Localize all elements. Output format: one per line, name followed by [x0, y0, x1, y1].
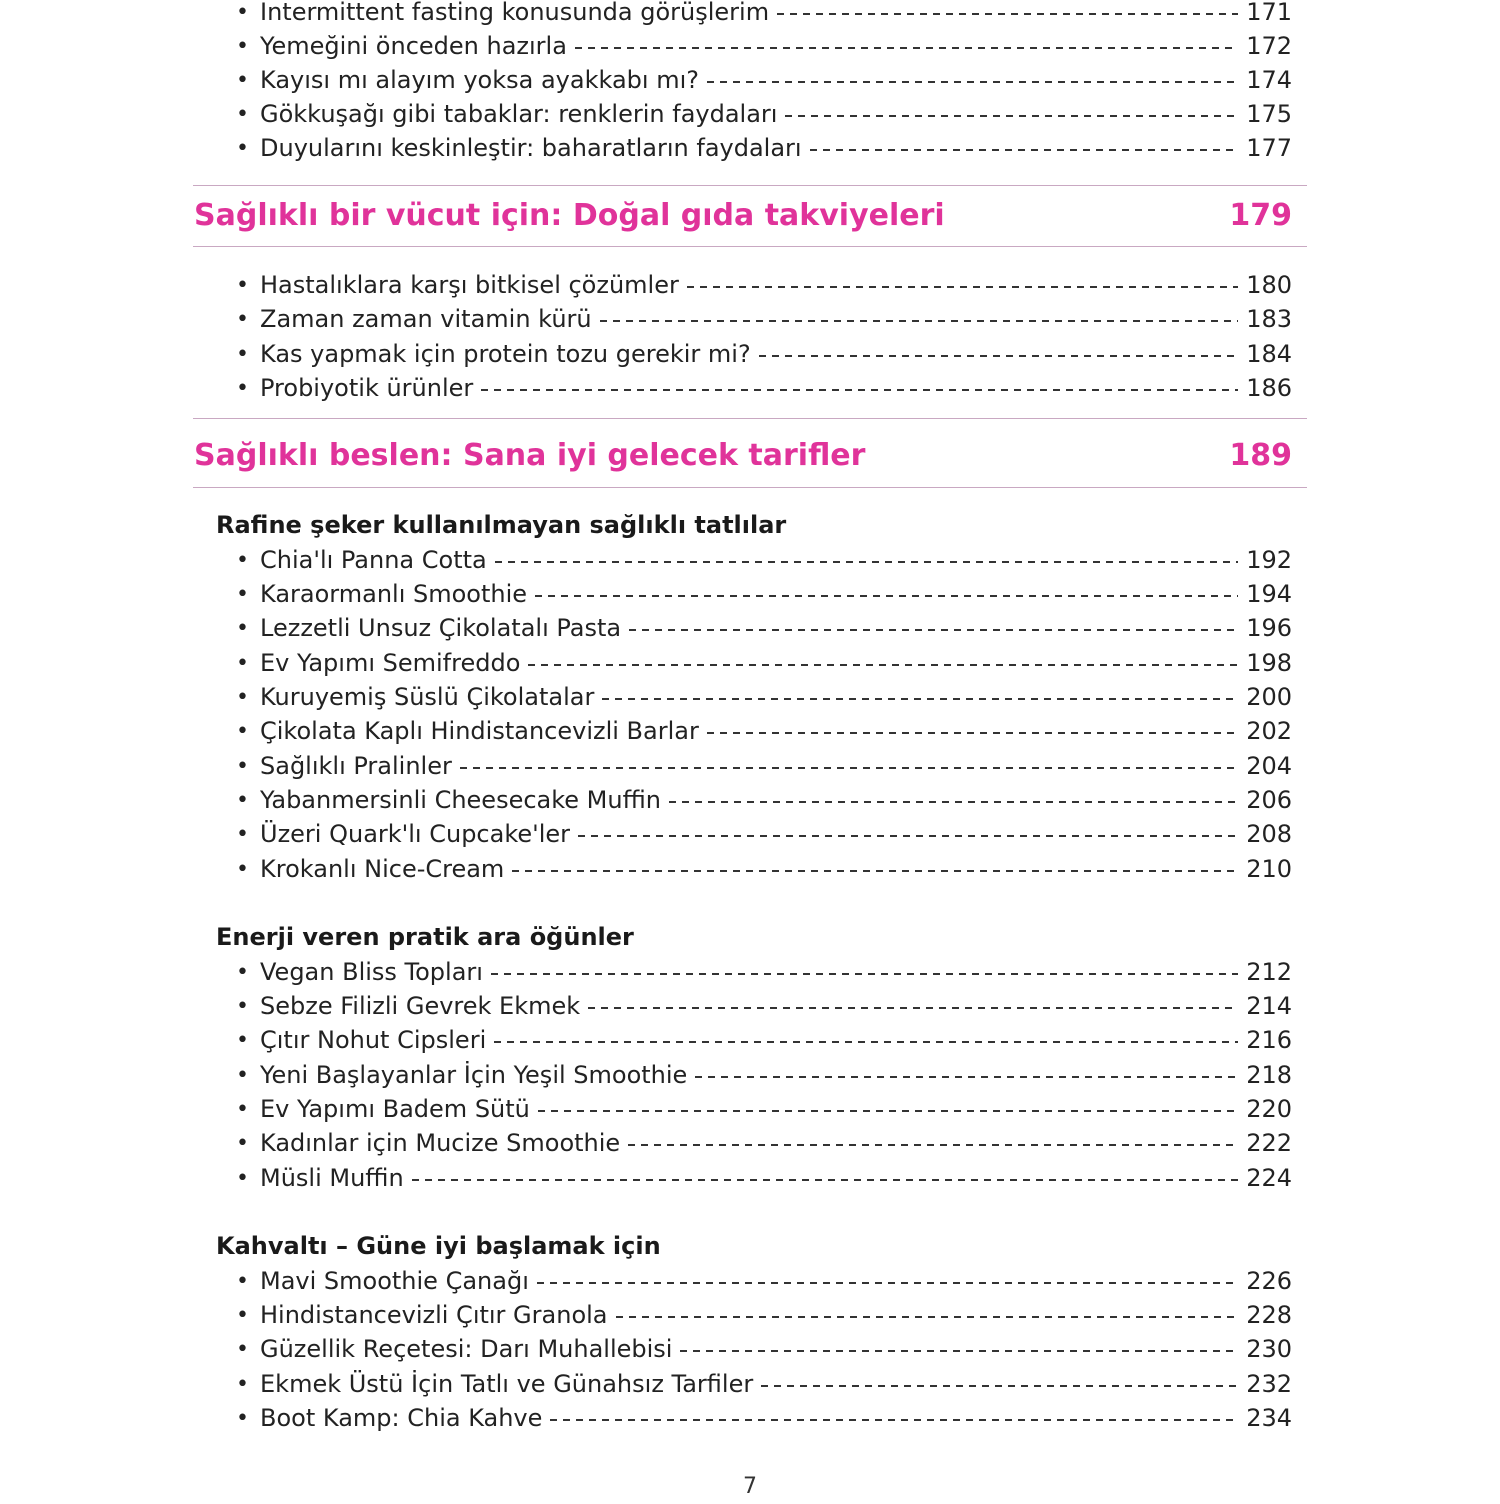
bullet: • — [236, 718, 249, 744]
toc-entry-title: Çikolata Kaplı Hindistancevizli Barlar — [260, 717, 699, 745]
dot-leader — [759, 355, 1238, 357]
bullet: • — [236, 272, 249, 298]
toc-entry-title: Müsli Muffin — [260, 1164, 404, 1192]
dot-leader — [575, 47, 1238, 49]
toc-entry-title: Ev Yapımı Badem Sütü — [260, 1095, 530, 1123]
toc-entry-title: Sebze Filizli Gevrek Ekmek — [260, 992, 581, 1020]
toc-entry-title: Üzeri Quark'lı Cupcake'ler — [260, 820, 571, 848]
dot-leader — [550, 1419, 1238, 1421]
dot-leader — [602, 698, 1238, 700]
dot-leader — [538, 1110, 1238, 1112]
dot-leader — [761, 1385, 1238, 1387]
bullet: • — [236, 1302, 249, 1328]
toc-entry — [236, 714, 1292, 748]
toc-entry-title: Mavi Smoothie Çanağı — [260, 1267, 529, 1295]
toc-entry-page: 171 — [1246, 0, 1292, 26]
section-divider — [193, 246, 1307, 247]
toc-entry — [236, 337, 1292, 371]
bullet: • — [236, 1062, 249, 1088]
dot-leader — [777, 13, 1238, 15]
toc-entry-title: Intermittent fasting konusunda görüşlerim — [260, 0, 770, 26]
toc-entry-page: 194 — [1246, 580, 1292, 608]
bullet: • — [236, 1371, 249, 1397]
toc-entry-page: 175 — [1246, 100, 1292, 128]
dot-leader — [707, 732, 1238, 734]
toc-entry-title: Karaormanlı Smoothie — [260, 580, 528, 608]
toc-entry-title: Chia'lı Panna Cotta — [260, 546, 487, 574]
toc-entry — [236, 1058, 1292, 1092]
bullet: • — [236, 684, 249, 710]
toc-entry-title: Yeni Başlayanlar İçin Yeşil Smoothie — [260, 1061, 688, 1089]
toc-entry — [236, 1023, 1292, 1057]
toc-entry-title: Kayısı mı alayım yoksa ayakkabı mı? — [260, 66, 699, 94]
dot-leader — [460, 767, 1238, 769]
toc-entry — [236, 1298, 1292, 1332]
toc-entry-page: 226 — [1246, 1267, 1292, 1295]
toc-entry — [236, 749, 1292, 783]
toc-entry — [236, 680, 1292, 714]
toc-entry-page: 224 — [1246, 1164, 1292, 1192]
toc-entry-page: 183 — [1246, 305, 1292, 333]
toc-entry-page: 204 — [1246, 752, 1292, 780]
toc-entry-page: 216 — [1246, 1026, 1292, 1054]
toc-entry-page: 206 — [1246, 786, 1292, 814]
toc-entry — [236, 1332, 1292, 1366]
toc-entry — [236, 1367, 1292, 1401]
toc-entry-title: Boot Kamp: Chia Kahve — [260, 1404, 543, 1432]
bullet: • — [236, 753, 249, 779]
toc-entry-page: 174 — [1246, 66, 1292, 94]
toc-entry-page: 234 — [1246, 1404, 1292, 1432]
bullet: • — [236, 1268, 249, 1294]
toc-entry-page: 177 — [1246, 134, 1292, 162]
dot-leader — [785, 115, 1238, 117]
bullet: • — [236, 1336, 249, 1362]
dot-leader — [687, 286, 1238, 288]
bullet: • — [236, 135, 249, 161]
dot-leader — [669, 801, 1238, 803]
section-divider — [193, 418, 1307, 419]
toc-entry-title: Kadınlar için Mucize Smoothie — [260, 1129, 621, 1157]
bullet: • — [236, 959, 249, 985]
dot-leader — [528, 664, 1238, 666]
toc-entry-page: 212 — [1246, 958, 1292, 986]
toc-entry-title: Yemeğini önceden hazırla — [260, 32, 567, 60]
toc-entry — [236, 0, 1292, 29]
toc-entry — [236, 577, 1292, 611]
toc-entry-page: 208 — [1246, 820, 1292, 848]
toc-entry — [236, 371, 1292, 405]
toc-entry — [236, 1401, 1292, 1435]
bullet: • — [236, 547, 249, 573]
dot-leader — [578, 835, 1238, 837]
toc-entry-title: Zaman zaman vitamin kürü — [260, 305, 592, 333]
bullet: • — [236, 101, 249, 127]
toc-entry — [236, 63, 1292, 97]
toc-entry-title: Ev Yapımı Semifreddo — [260, 649, 521, 677]
toc-entry-page: 220 — [1246, 1095, 1292, 1123]
dot-leader — [412, 1179, 1238, 1181]
toc-entry-title: Gökkuşağı gibi tabaklar: renklerin faydaları — [260, 100, 778, 128]
bullet: • — [236, 1130, 249, 1156]
section-divider — [193, 487, 1307, 488]
toc-entry-page: 222 — [1246, 1129, 1292, 1157]
toc-entry — [236, 302, 1292, 336]
toc-entry — [236, 852, 1292, 886]
toc-entry-title: Kas yapmak için protein tozu gerekir mi? — [260, 340, 751, 368]
toc-entry-title: Güzellik Reçetesi: Darı Muhallebisi — [260, 1335, 673, 1363]
toc-entry-title: Sağlıklı Pralinler — [260, 752, 452, 780]
toc-entry-page: 196 — [1246, 614, 1292, 642]
toc-entry — [236, 131, 1292, 165]
toc-entry — [236, 611, 1292, 645]
toc-entry-title: Kuruyemiş Süslü Çikolatalar — [260, 683, 595, 711]
toc-entry-page: 218 — [1246, 1061, 1292, 1089]
toc-entry — [236, 268, 1292, 302]
dot-leader — [491, 973, 1238, 975]
toc-entry-title: Ekmek Üstü İçin Tatlı ve Günahsız Tarfiler — [260, 1370, 754, 1398]
dot-leader — [512, 870, 1238, 872]
bullet: • — [236, 615, 249, 641]
toc-entry — [236, 29, 1292, 63]
toc-entry — [236, 989, 1292, 1023]
toc-entry-page: 214 — [1246, 992, 1292, 1020]
toc-entry — [236, 783, 1292, 817]
dot-leader — [680, 1350, 1238, 1352]
subsection-heading: Rafine şeker kullanılmayan sağlıklı tatlılar — [216, 511, 787, 539]
toc-entry-page: 184 — [1246, 340, 1292, 368]
dot-leader — [535, 595, 1238, 597]
toc-entry-page: 232 — [1246, 1370, 1292, 1398]
dot-leader — [707, 81, 1238, 83]
toc-entry — [236, 1126, 1292, 1160]
bullet: • — [236, 1096, 249, 1122]
bullet: • — [236, 856, 249, 882]
dot-leader — [629, 629, 1238, 631]
toc-entry-page: 192 — [1246, 546, 1292, 574]
section-heading — [194, 190, 1292, 240]
toc-entry-page: 228 — [1246, 1301, 1292, 1329]
dot-leader — [588, 1007, 1238, 1009]
dot-leader — [481, 389, 1238, 391]
bullet: • — [236, 787, 249, 813]
section-page: 179 — [1229, 197, 1292, 233]
dot-leader — [616, 1316, 1239, 1318]
subsection-heading: Kahvaltı – Güne iyi başlamak için — [216, 1232, 661, 1260]
toc-entry-page: 210 — [1246, 855, 1292, 883]
bullet: • — [236, 67, 249, 93]
dot-leader — [600, 320, 1239, 322]
toc-entry-title: Krokanlı Nice-Cream — [260, 855, 505, 883]
toc-entry-page: 180 — [1246, 271, 1292, 299]
bullet: • — [236, 33, 249, 59]
bullet: • — [236, 375, 249, 401]
dot-leader — [810, 149, 1239, 151]
toc-entry — [236, 97, 1292, 131]
toc-entry-title: Vegan Bliss Topları — [260, 958, 483, 986]
bullet: • — [236, 1165, 249, 1191]
toc-entry — [236, 955, 1292, 989]
bullet: • — [236, 1027, 249, 1053]
toc-entry-page: 200 — [1246, 683, 1292, 711]
page-number: 7 — [743, 1474, 757, 1499]
toc-entry — [236, 1161, 1292, 1195]
toc-entry-title: Duyularını keskinleştir: baharatların faydaları — [260, 134, 802, 162]
toc-entry — [236, 1264, 1292, 1298]
toc-entry-title: Hindistancevizli Çıtır Granola — [260, 1301, 608, 1329]
toc-entry-title: Lezzetli Unsuz Çikolatalı Pasta — [260, 614, 622, 642]
section-divider — [193, 185, 1307, 186]
toc-entry — [236, 543, 1292, 577]
bullet: • — [236, 993, 249, 1019]
toc-entry — [236, 1092, 1292, 1126]
toc-entry-title: Hastalıklara karşı bitkisel çözümler — [260, 271, 679, 299]
section-page: 189 — [1229, 437, 1292, 473]
section-title: Sağlıklı beslen: Sana iyi gelecek tarifler — [194, 437, 866, 473]
bullet: • — [236, 581, 249, 607]
dot-leader — [537, 1282, 1238, 1284]
toc-entry — [236, 817, 1292, 851]
dot-leader — [495, 561, 1238, 563]
toc-entry-page: 186 — [1246, 374, 1292, 402]
toc-entry — [236, 646, 1292, 680]
toc-entry-title: Probiyotik ürünler — [260, 374, 474, 402]
toc-entry-page: 230 — [1246, 1335, 1292, 1363]
dot-leader — [494, 1041, 1238, 1043]
subsection-heading: Enerji veren pratik ara öğünler — [216, 923, 634, 951]
toc-entry-page: 172 — [1246, 32, 1292, 60]
bullet: • — [236, 341, 249, 367]
dot-leader — [695, 1076, 1238, 1078]
bullet: • — [236, 1405, 249, 1431]
section-heading — [194, 430, 1292, 480]
toc-entry-title: Çıtır Nohut Cipsleri — [260, 1026, 487, 1054]
section-title: Sağlıklı bir vücut için: Doğal gıda takviyeleri — [194, 197, 945, 233]
toc-entry-title: Yabanmersinli Cheesecake Muffin — [260, 786, 662, 814]
bullet: • — [236, 306, 249, 332]
bullet: • — [236, 650, 249, 676]
toc-entry-page: 202 — [1246, 717, 1292, 745]
bullet: • — [236, 821, 249, 847]
toc-entry-page: 198 — [1246, 649, 1292, 677]
dot-leader — [628, 1144, 1238, 1146]
bullet: • — [236, 0, 249, 25]
